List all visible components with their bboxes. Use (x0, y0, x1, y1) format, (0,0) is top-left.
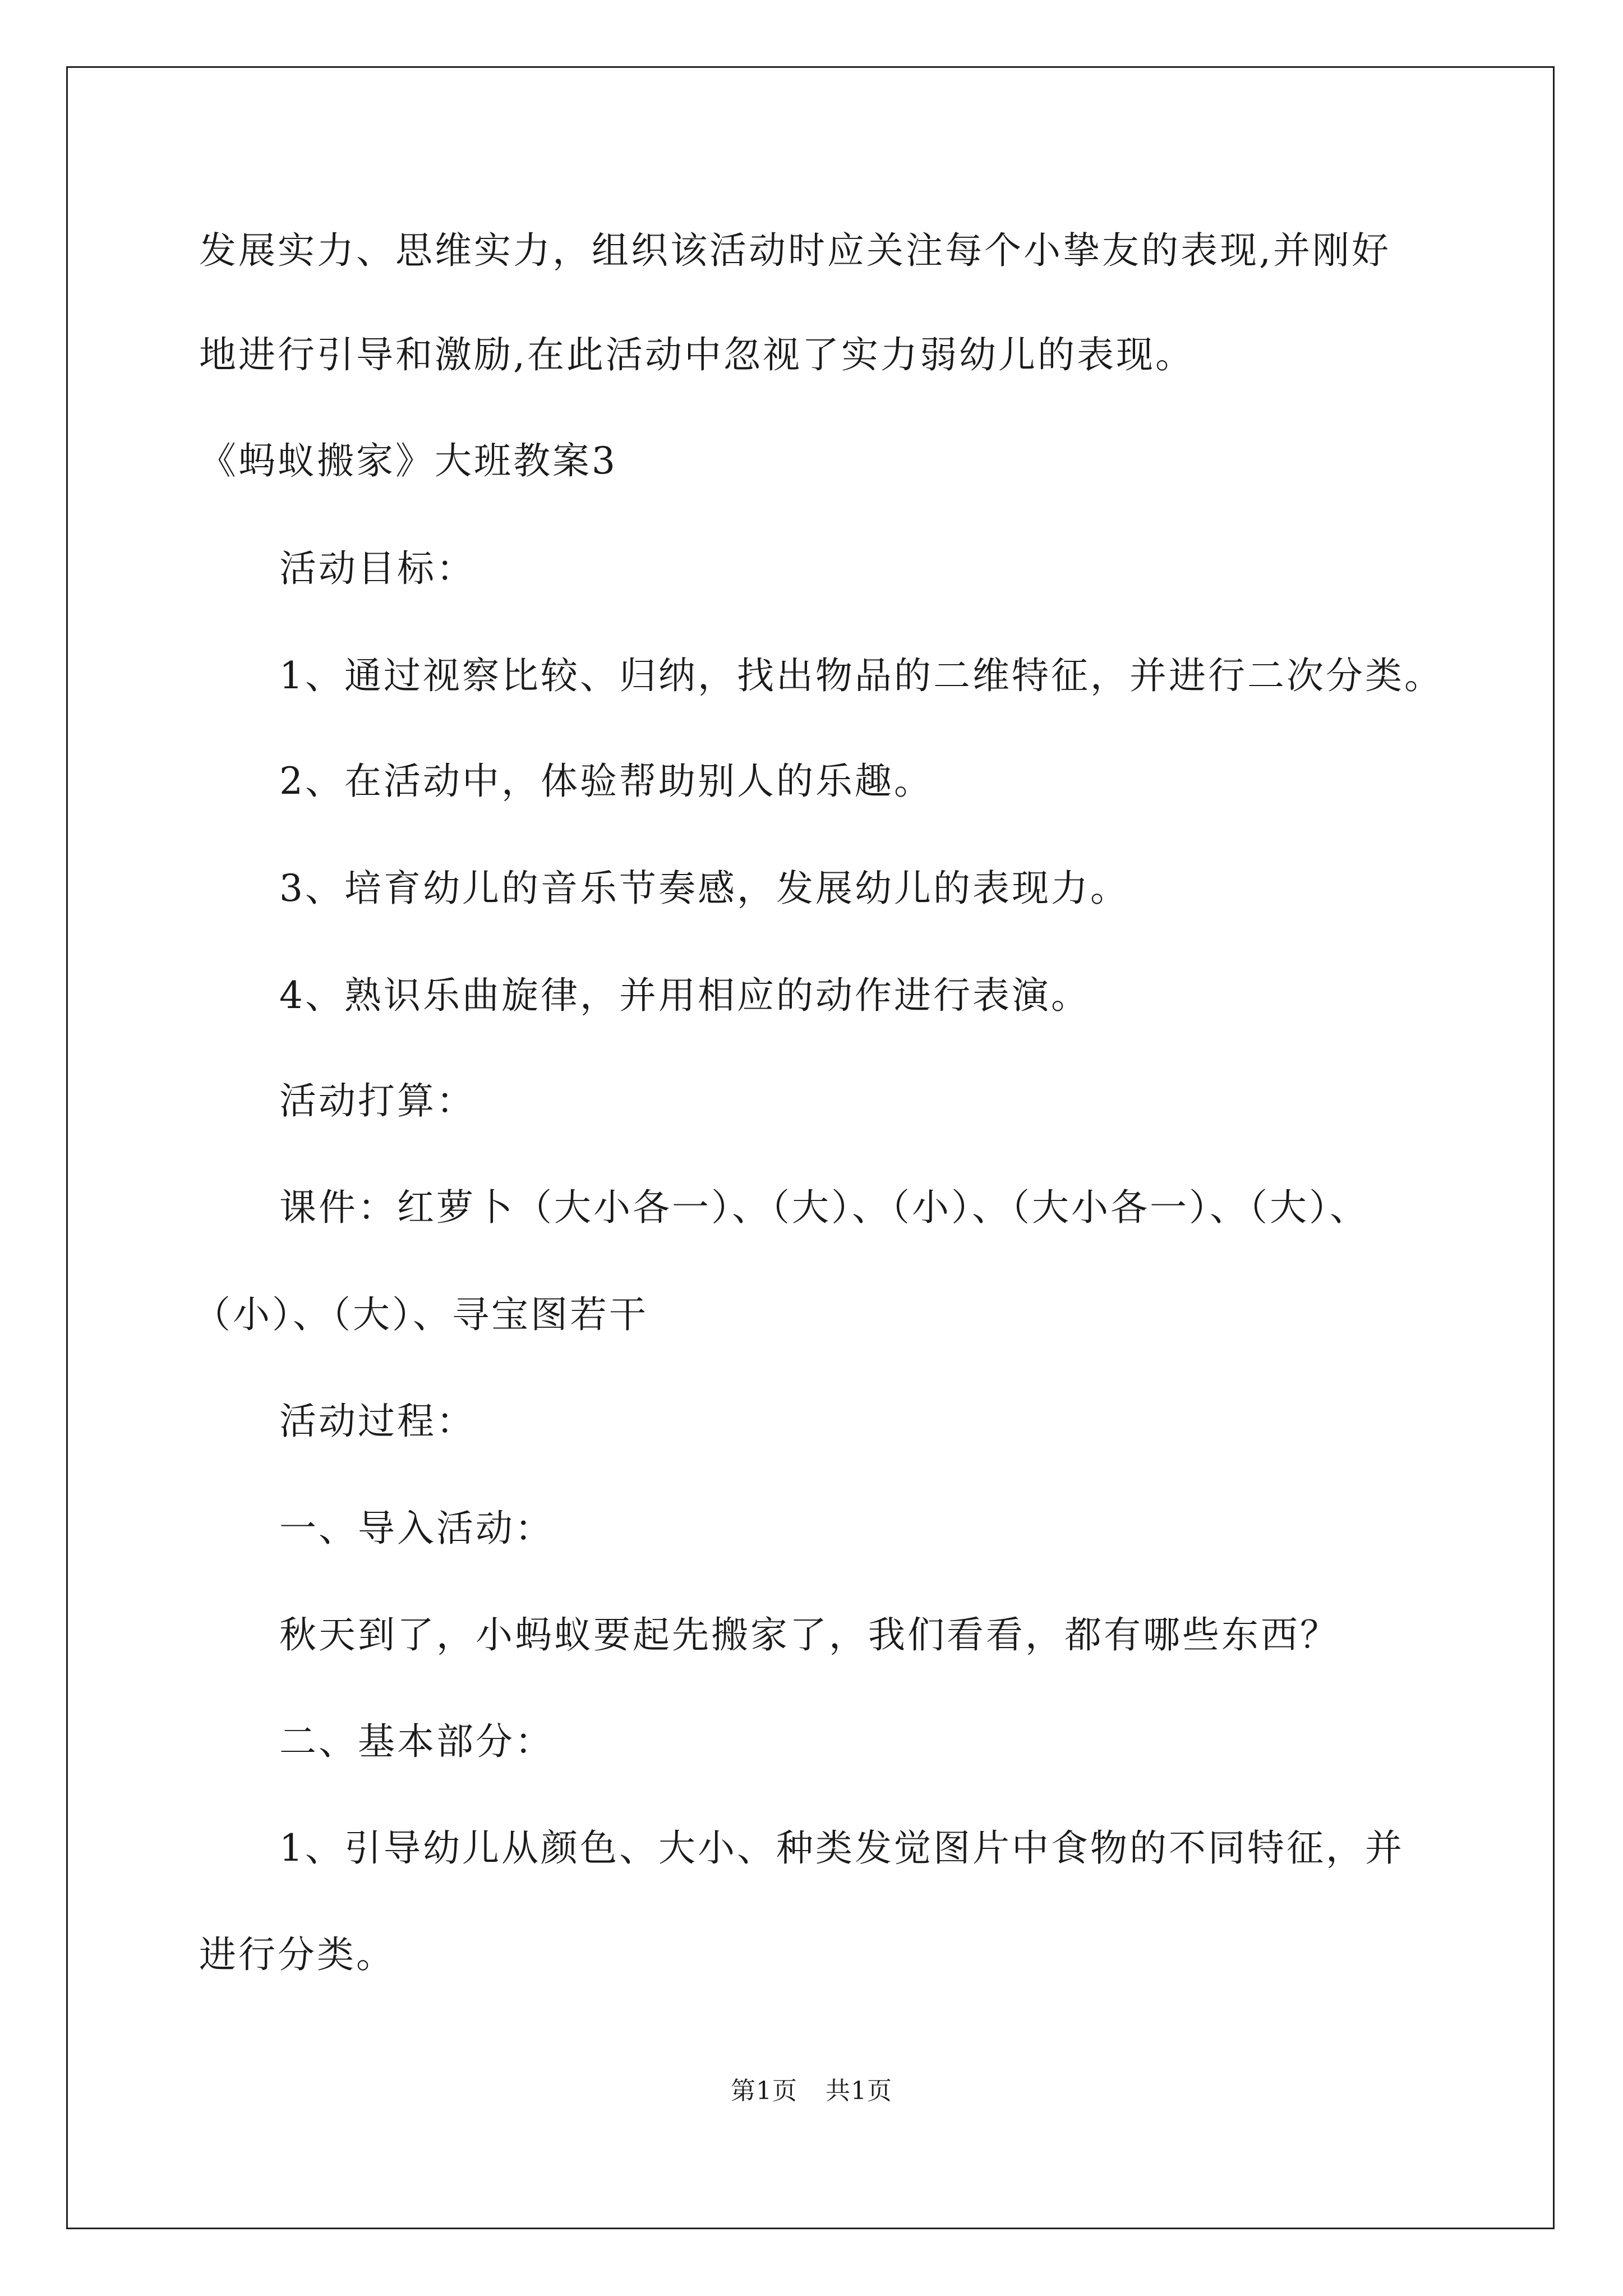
goal-item-3: 3、培育幼儿的音乐节奏感，发展幼儿的表现力。 (279, 867, 1129, 910)
materials-line-1: 课件：红萝卜（大小各一）、（大）、（小）、（大小各一）、（大）、 (279, 1186, 1369, 1229)
heading-activity-goals: 活动目标： (279, 547, 476, 590)
process-step-2-item-1: 1、引导幼儿从颜色、大小、种类发觉图片中食物的不同特征，并 (279, 1826, 1404, 1870)
materials-line-2: （小）、（大）、寻宝图若干 (193, 1293, 648, 1336)
body-line-1: 发展实力、思维实力，组织该活动时应关注每个小挚友的表现,并刚好 (199, 229, 1391, 272)
process-step-1-heading: 一、导入活动： (279, 1507, 554, 1550)
page-number: 第1页 (731, 2077, 797, 2105)
process-step-1-text: 秋天到了，小蚂蚁要起先搬家了，我们看看，都有哪些东西？ (279, 1613, 1339, 1657)
page-total: 共1页 (826, 2077, 892, 2105)
heading-activity-preparation: 活动打算： (279, 1079, 476, 1122)
page-border (66, 66, 1555, 2229)
goal-item-1: 1、通过视察比较、归纳，找出物品的二维特征，并进行二次分类。 (279, 654, 1444, 697)
goal-item-2: 2、在活动中，体验帮助别人的乐趣。 (279, 760, 933, 803)
goal-item-4: 4、熟识乐曲旋律，并用相应的动作进行表演。 (279, 974, 1090, 1017)
body-line-2: 地进行引导和激励,在此活动中忽视了实力弱幼儿的表现。 (199, 333, 1195, 376)
process-step-2-heading: 二、基本部分： (279, 1720, 554, 1763)
heading-activity-process: 活动过程： (279, 1400, 476, 1443)
process-step-2-item-1-cont: 进行分类。 (199, 1933, 395, 1976)
page-footer (0, 2074, 1623, 2108)
section-title: 《蚂蚁搬家》大班教案3 (199, 439, 617, 482)
